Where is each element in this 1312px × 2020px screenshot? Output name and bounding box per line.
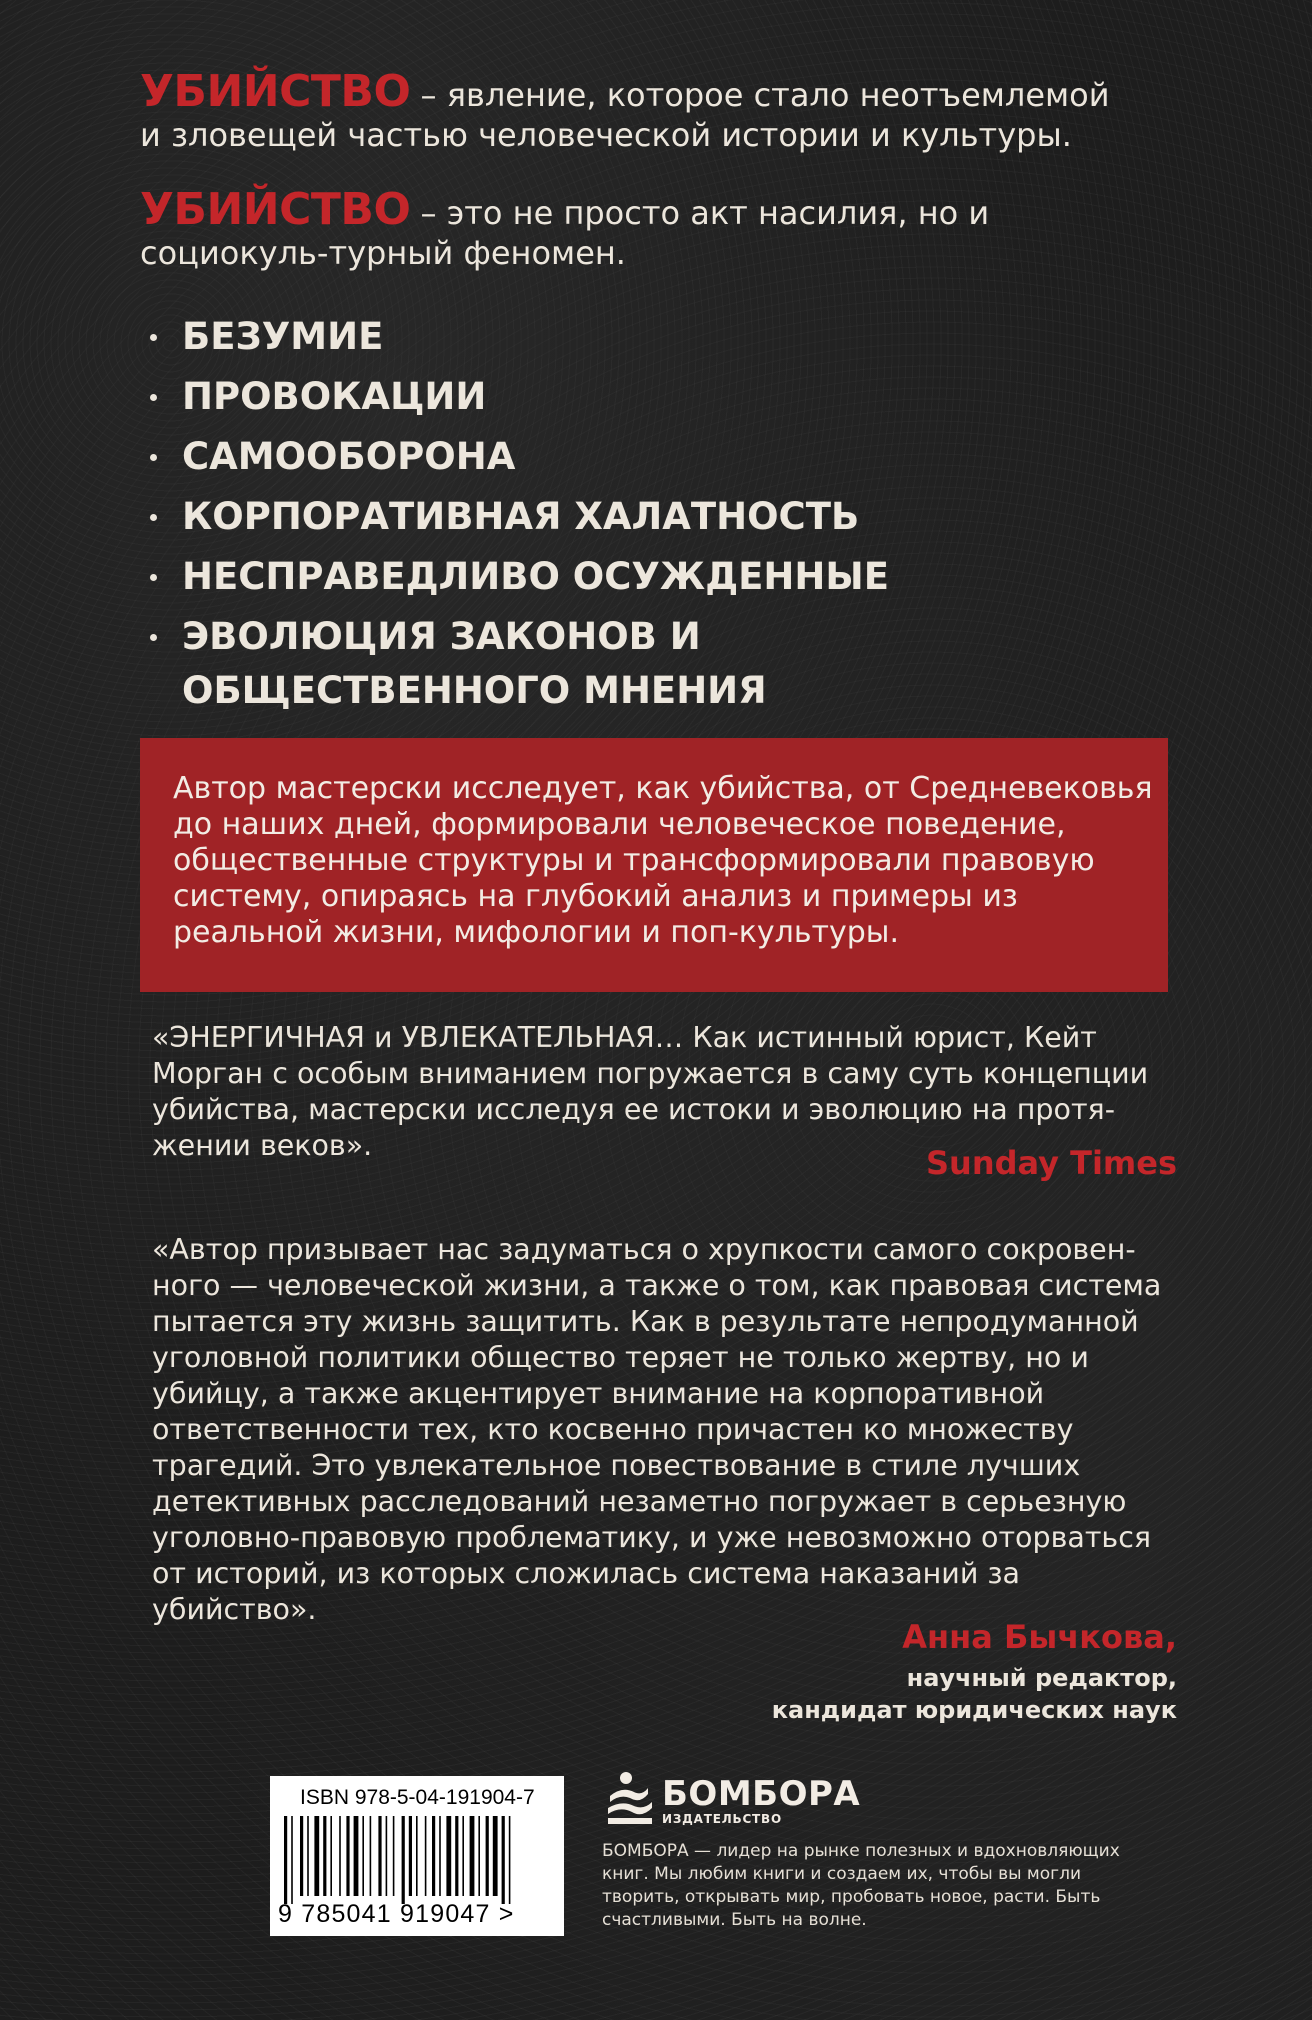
isbn-barcode	[270, 1776, 564, 1936]
review-bychkova: «Автор призывает нас задуматься о хрупкости самого сокровен-ного — человеческой жизни, а также о том, как правовая система пытается эту жизнь защитить. Как в результате непродуманной уголовной политики общество теряет не только жертву, но и убийцу, а также акцентирует внимание на корпоративной ответственности тех, кто косвенно причастен ко множеству трагедий. Это увлекательное повествование в стиле лучших детективных расследований незаметно погружает в серьезную уголовно-правовую проблематику, и уже невозможно оторваться от историй, из которых сложилась система наказаний за убийство».	[152, 1233, 1162, 1626]
intro-paragraph-2	[140, 184, 1130, 273]
intro-keyword-2: УБИЙСТВО	[140, 184, 411, 235]
barcode-bar	[314, 1816, 319, 1896]
barcode-bar	[323, 1816, 326, 1896]
barcode-bar	[402, 1816, 405, 1904]
publisher-name: БОМБОРА	[662, 1774, 861, 1814]
author-role-line-1: научный редактор,	[906, 1664, 1177, 1692]
barcode-bar	[416, 1816, 418, 1896]
barcode-bar	[362, 1816, 364, 1896]
topic-item: ЭВОЛЮЦИЯ ЗАКОНОВ И ОБЩЕСТВЕННОГО МНЕНИЯ	[148, 610, 1088, 718]
barcode-bar	[370, 1816, 372, 1896]
topics-list	[148, 310, 1088, 724]
annotation-box	[140, 738, 1168, 992]
review-author: Анна Бычкова,	[902, 1618, 1177, 1656]
barcode-bar	[493, 1816, 498, 1896]
barcode-bar	[346, 1816, 349, 1896]
author-role	[772, 1662, 1177, 1726]
barcode-bar	[425, 1816, 427, 1896]
topic-item: НЕСПРАВЕДЛИВО ОСУЖДЕННЫЕ	[148, 550, 1088, 604]
review-sunday-times: «ЭНЕРГИЧНАЯ и УВЛЕКАТЕЛЬНАЯ… Как истинный юрист, Кейт Морган с особым вниманием погружается в саму суть концепции убийства, мастерски исследуя ее истоки и эволюцию на протя-жении веков».	[152, 1021, 1149, 1162]
publisher-logo	[604, 1768, 861, 1830]
topic-item: КОРПОРАТИВНАЯ ХАЛАТНОСТЬ	[148, 490, 1088, 544]
intro-text-2: – это не просто акт насилия, но и социокуль-турный феномен.	[140, 194, 990, 272]
barcode-bar	[291, 1816, 293, 1904]
barcode-bar	[502, 1816, 505, 1904]
publisher-description: БОМБОРА — лидер на рынке полезных и вдохновляющих книг. Мы любим книги и создаем их, чтобы вы могли творить, открывать мир, пробовать новое, расти. Быть счастливыми. Быть на волне.	[602, 1841, 1120, 1930]
barcode-bar	[393, 1816, 395, 1896]
bombora-wave-icon	[604, 1768, 658, 1828]
publisher-subtitle: ИЗДАТЕЛЬСТВО	[662, 1812, 782, 1826]
barcode-bar	[486, 1816, 489, 1896]
barcode-bar	[455, 1816, 458, 1896]
isbn-number: ISBN 978-5-04-191904-7	[300, 1786, 535, 1809]
barcode-bar	[462, 1816, 464, 1896]
review-source: Sunday Times	[925, 1144, 1177, 1182]
barcode-bar	[339, 1816, 341, 1896]
intro-keyword-1: УБИЙСТВО	[140, 66, 411, 117]
barcode-bar	[509, 1816, 511, 1904]
topic-item: БЕЗУМИЕ	[148, 310, 1088, 364]
intro-text-1: – явление, которое стало неотъемлемой и зловещей частью человеческой истории и культуры.	[140, 76, 1110, 154]
barcode-digits: 9 785041 919047 >	[278, 1900, 515, 1928]
barcode-bar	[386, 1816, 388, 1896]
barcode-bar	[478, 1816, 480, 1896]
barcode-bar	[470, 1816, 475, 1896]
barcode-bar	[284, 1816, 287, 1904]
author-role-line-2: кандидат юридических наук	[771, 1696, 1177, 1724]
barcode-bar	[330, 1816, 332, 1896]
barcode-bar	[300, 1816, 303, 1896]
annotation-text: Автор мастерски исследует, как убийства, от Средневековья до наших дней, формировали человеческое поведение, общественные структуры и трансформировали правовую систему, опираясь на глубокий анализ и примеры из реальной жизни, мифологии и поп-культуры.	[173, 771, 1153, 950]
topic-item: ПРОВОКАЦИИ	[148, 370, 1088, 424]
topic-item: САМООБОРОНА	[148, 430, 1088, 484]
intro-paragraph-1	[140, 66, 1130, 155]
barcode-bar	[409, 1816, 412, 1896]
barcode-bar	[432, 1816, 435, 1896]
barcode-bar	[446, 1816, 451, 1896]
barcode-bar	[378, 1816, 381, 1896]
barcode-bar	[307, 1816, 309, 1896]
barcode-bar	[354, 1816, 359, 1896]
barcode-bar	[439, 1816, 441, 1896]
